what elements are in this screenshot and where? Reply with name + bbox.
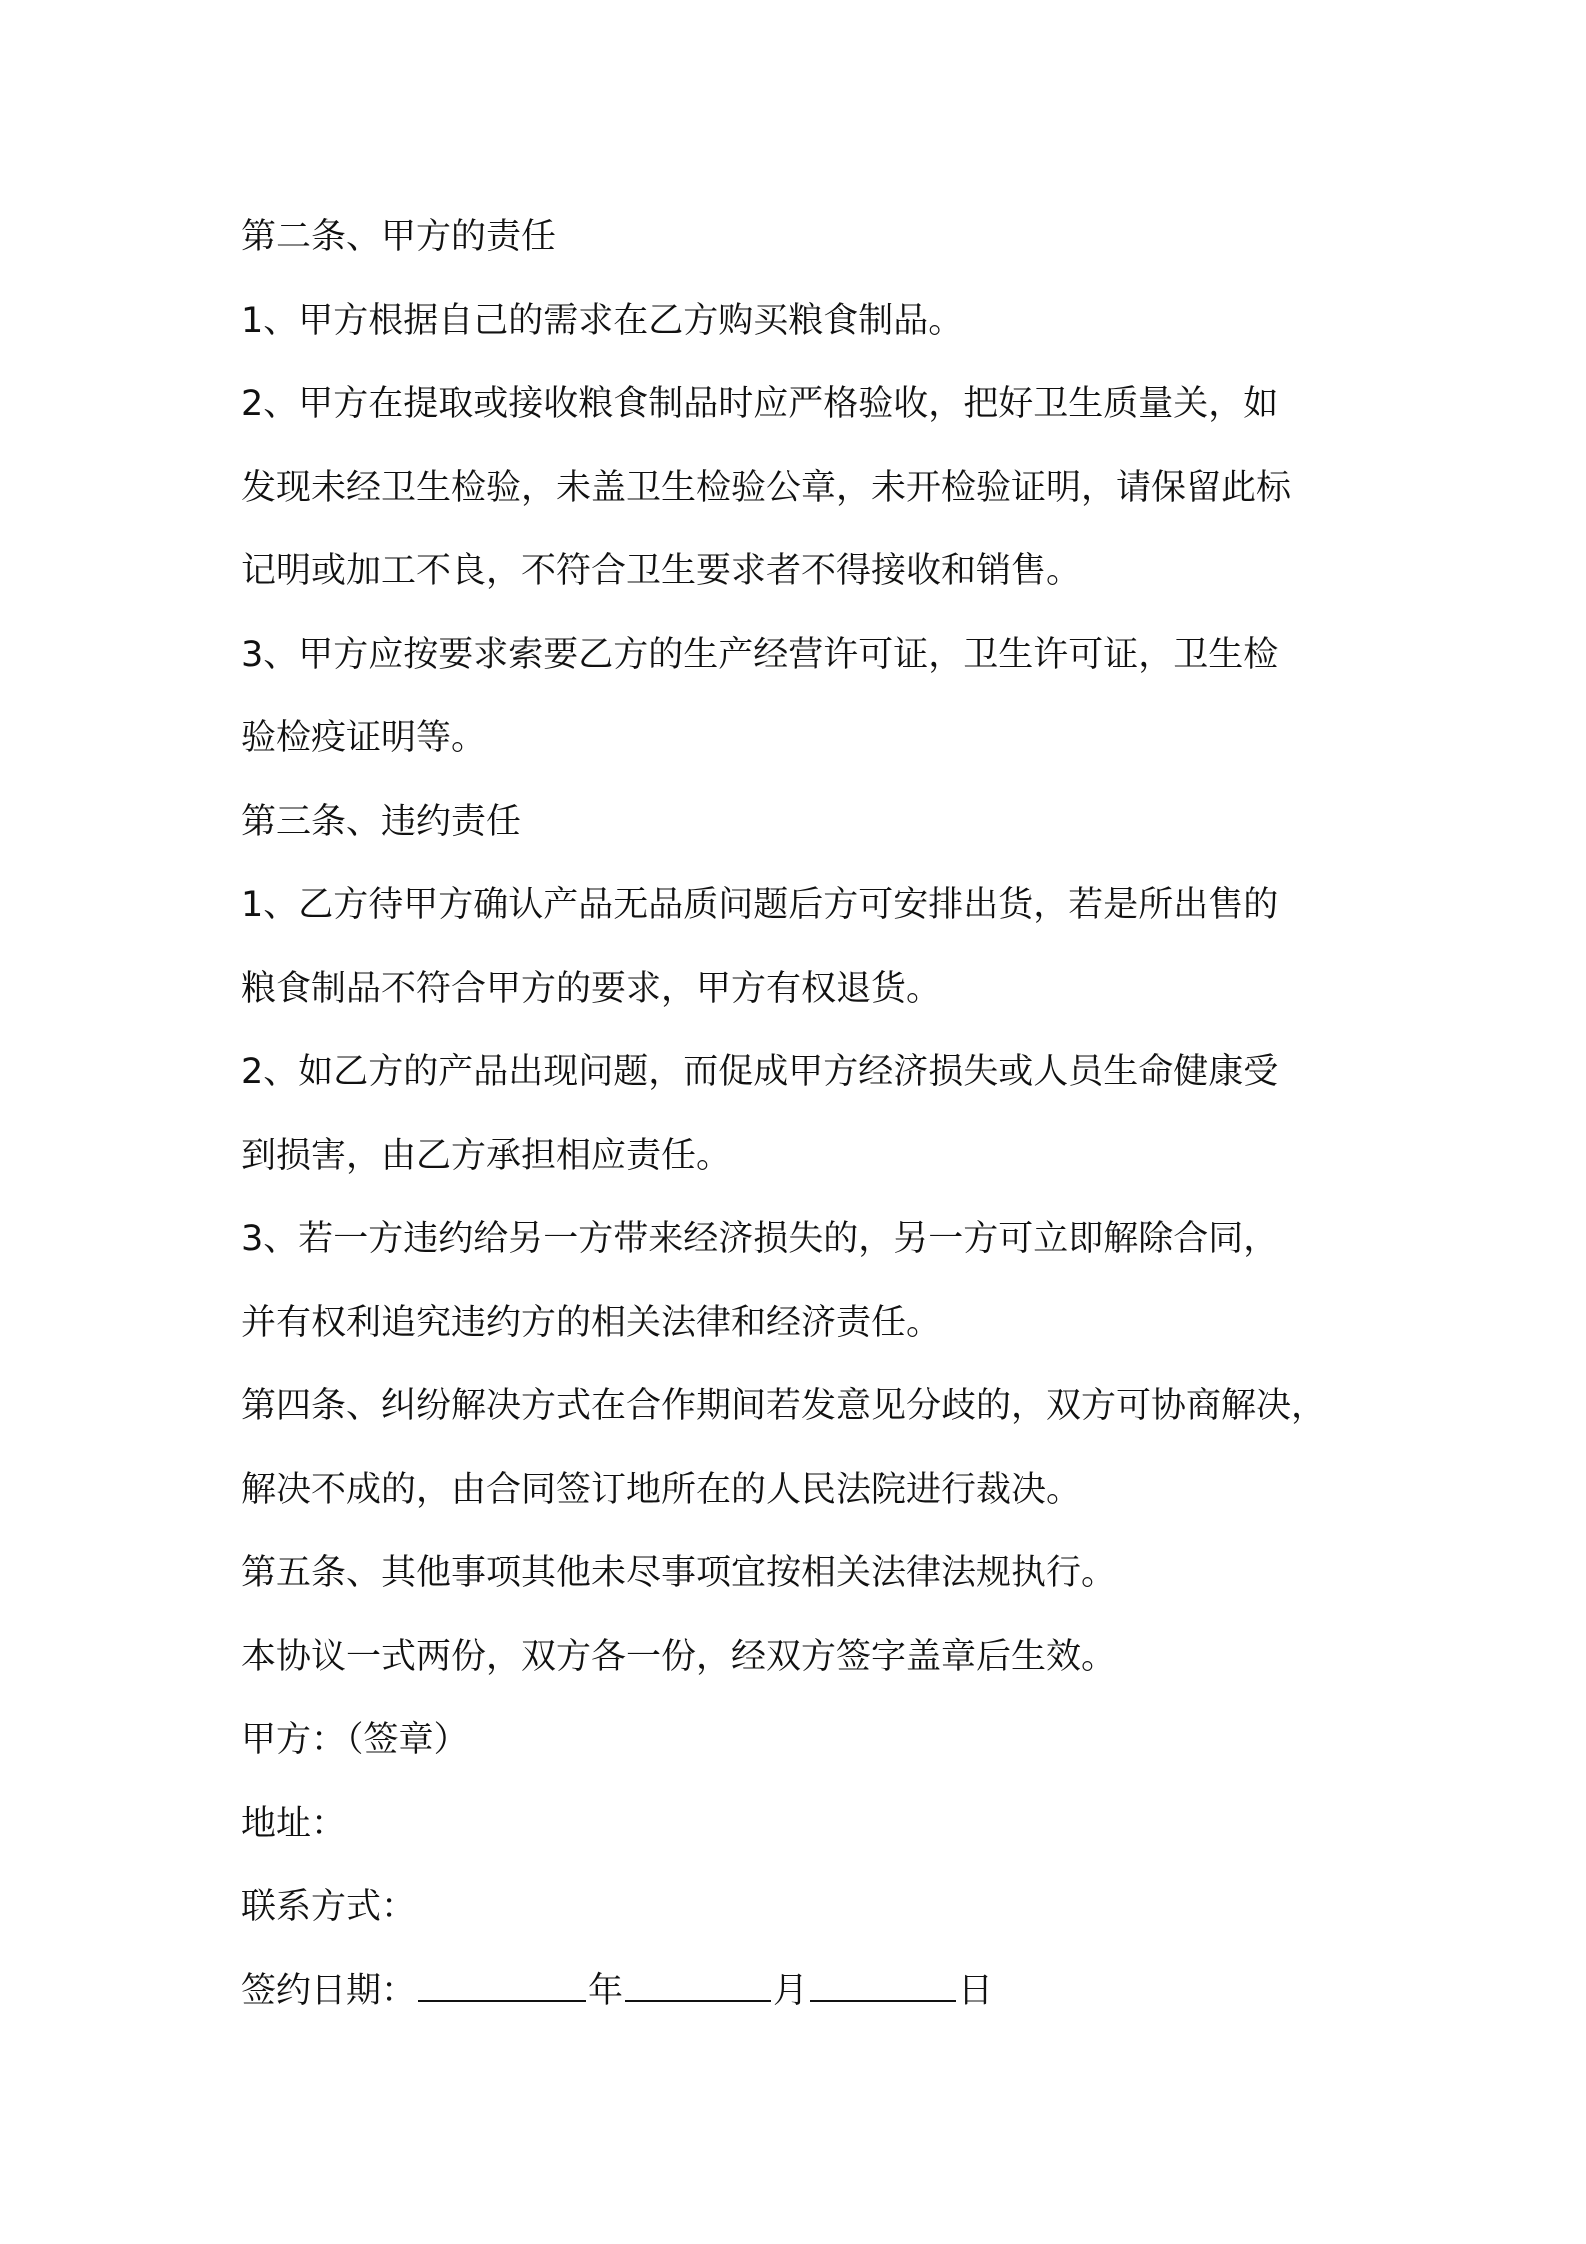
agreement-copies-statement: 本协议一式两份，双方各一份，经双方签字盖章后生效。 (241, 1636, 1117, 1677)
paragraph-line: 发现未经卫生检验，未盖卫生检验公章，未开检验证明，请保留此标 (241, 467, 1292, 508)
paragraph-line: 解决不成的，由合同签订地所在的人民法院进行裁决。 (241, 1469, 1082, 1510)
section-heading-party-a-duties: 第二条、甲方的责任 (241, 217, 557, 257)
paragraph-line: 粮食制品不符合甲方的要求，甲方有权退货。 (241, 968, 942, 1009)
paragraph-line: 3、若一方违约给另一方带来经济损失的，另一方可立即解除合同， (241, 1219, 1279, 1259)
paragraph-line: 1、乙方待甲方确认产品无品质问题后方可安排出货，若是所出售的 (241, 885, 1279, 925)
paragraph-line: 2、如乙方的产品出现问题，而促成甲方经济损失或人员生命健康受 (241, 1052, 1279, 1092)
year-blank (418, 1956, 586, 2002)
section-heading-dispute-resolution: 第四条、纠纷解决方式在合作期间若发意见分歧的，双方可协商解决， (241, 1386, 1327, 1426)
day-label: 日 (958, 1970, 994, 2011)
month-label: 月 (773, 1970, 809, 2011)
address-field: 地址： (241, 1803, 347, 1844)
paragraph-line: 并有权利追究违约方的相关法律和经济责任。 (241, 1302, 942, 1343)
day-blank (810, 1956, 956, 2002)
paragraph-line: 2、甲方在提取或接收粮食制品时应严格验收，把好卫生质量关，如 (241, 384, 1279, 424)
paragraph-line: 记明或加工不良，不符合卫生要求者不得接收和销售。 (241, 551, 1082, 591)
paragraph-line: 3、甲方应按要求索要乙方的生产经营许可证，卫生许可证，卫生检 (241, 634, 1279, 675)
paragraph-line: 验检疫证明等。 (241, 718, 487, 758)
paragraph-line: 到损害，由乙方承担相应责任。 (241, 1135, 732, 1176)
signing-date-label: 签约日期： (241, 1970, 417, 2011)
month-blank (625, 1956, 771, 2002)
paragraph-line: 1、甲方根据自己的需求在乙方购买粮食制品。 (241, 300, 964, 341)
section-heading-breach-liability: 第三条、违约责任 (241, 801, 522, 842)
party-a-signature-field: 甲方：（签章） (241, 1720, 469, 1760)
contract-text (241, 196, 1361, 2033)
section-heading-other-matters: 第五条、其他事项其他未尽事项宜按相关法律法规执行。 (241, 1553, 1117, 1593)
contact-field: 联系方式： (241, 1887, 417, 1927)
signing-date-row (241, 1950, 1361, 2034)
year-label: 年 (588, 1970, 624, 2011)
